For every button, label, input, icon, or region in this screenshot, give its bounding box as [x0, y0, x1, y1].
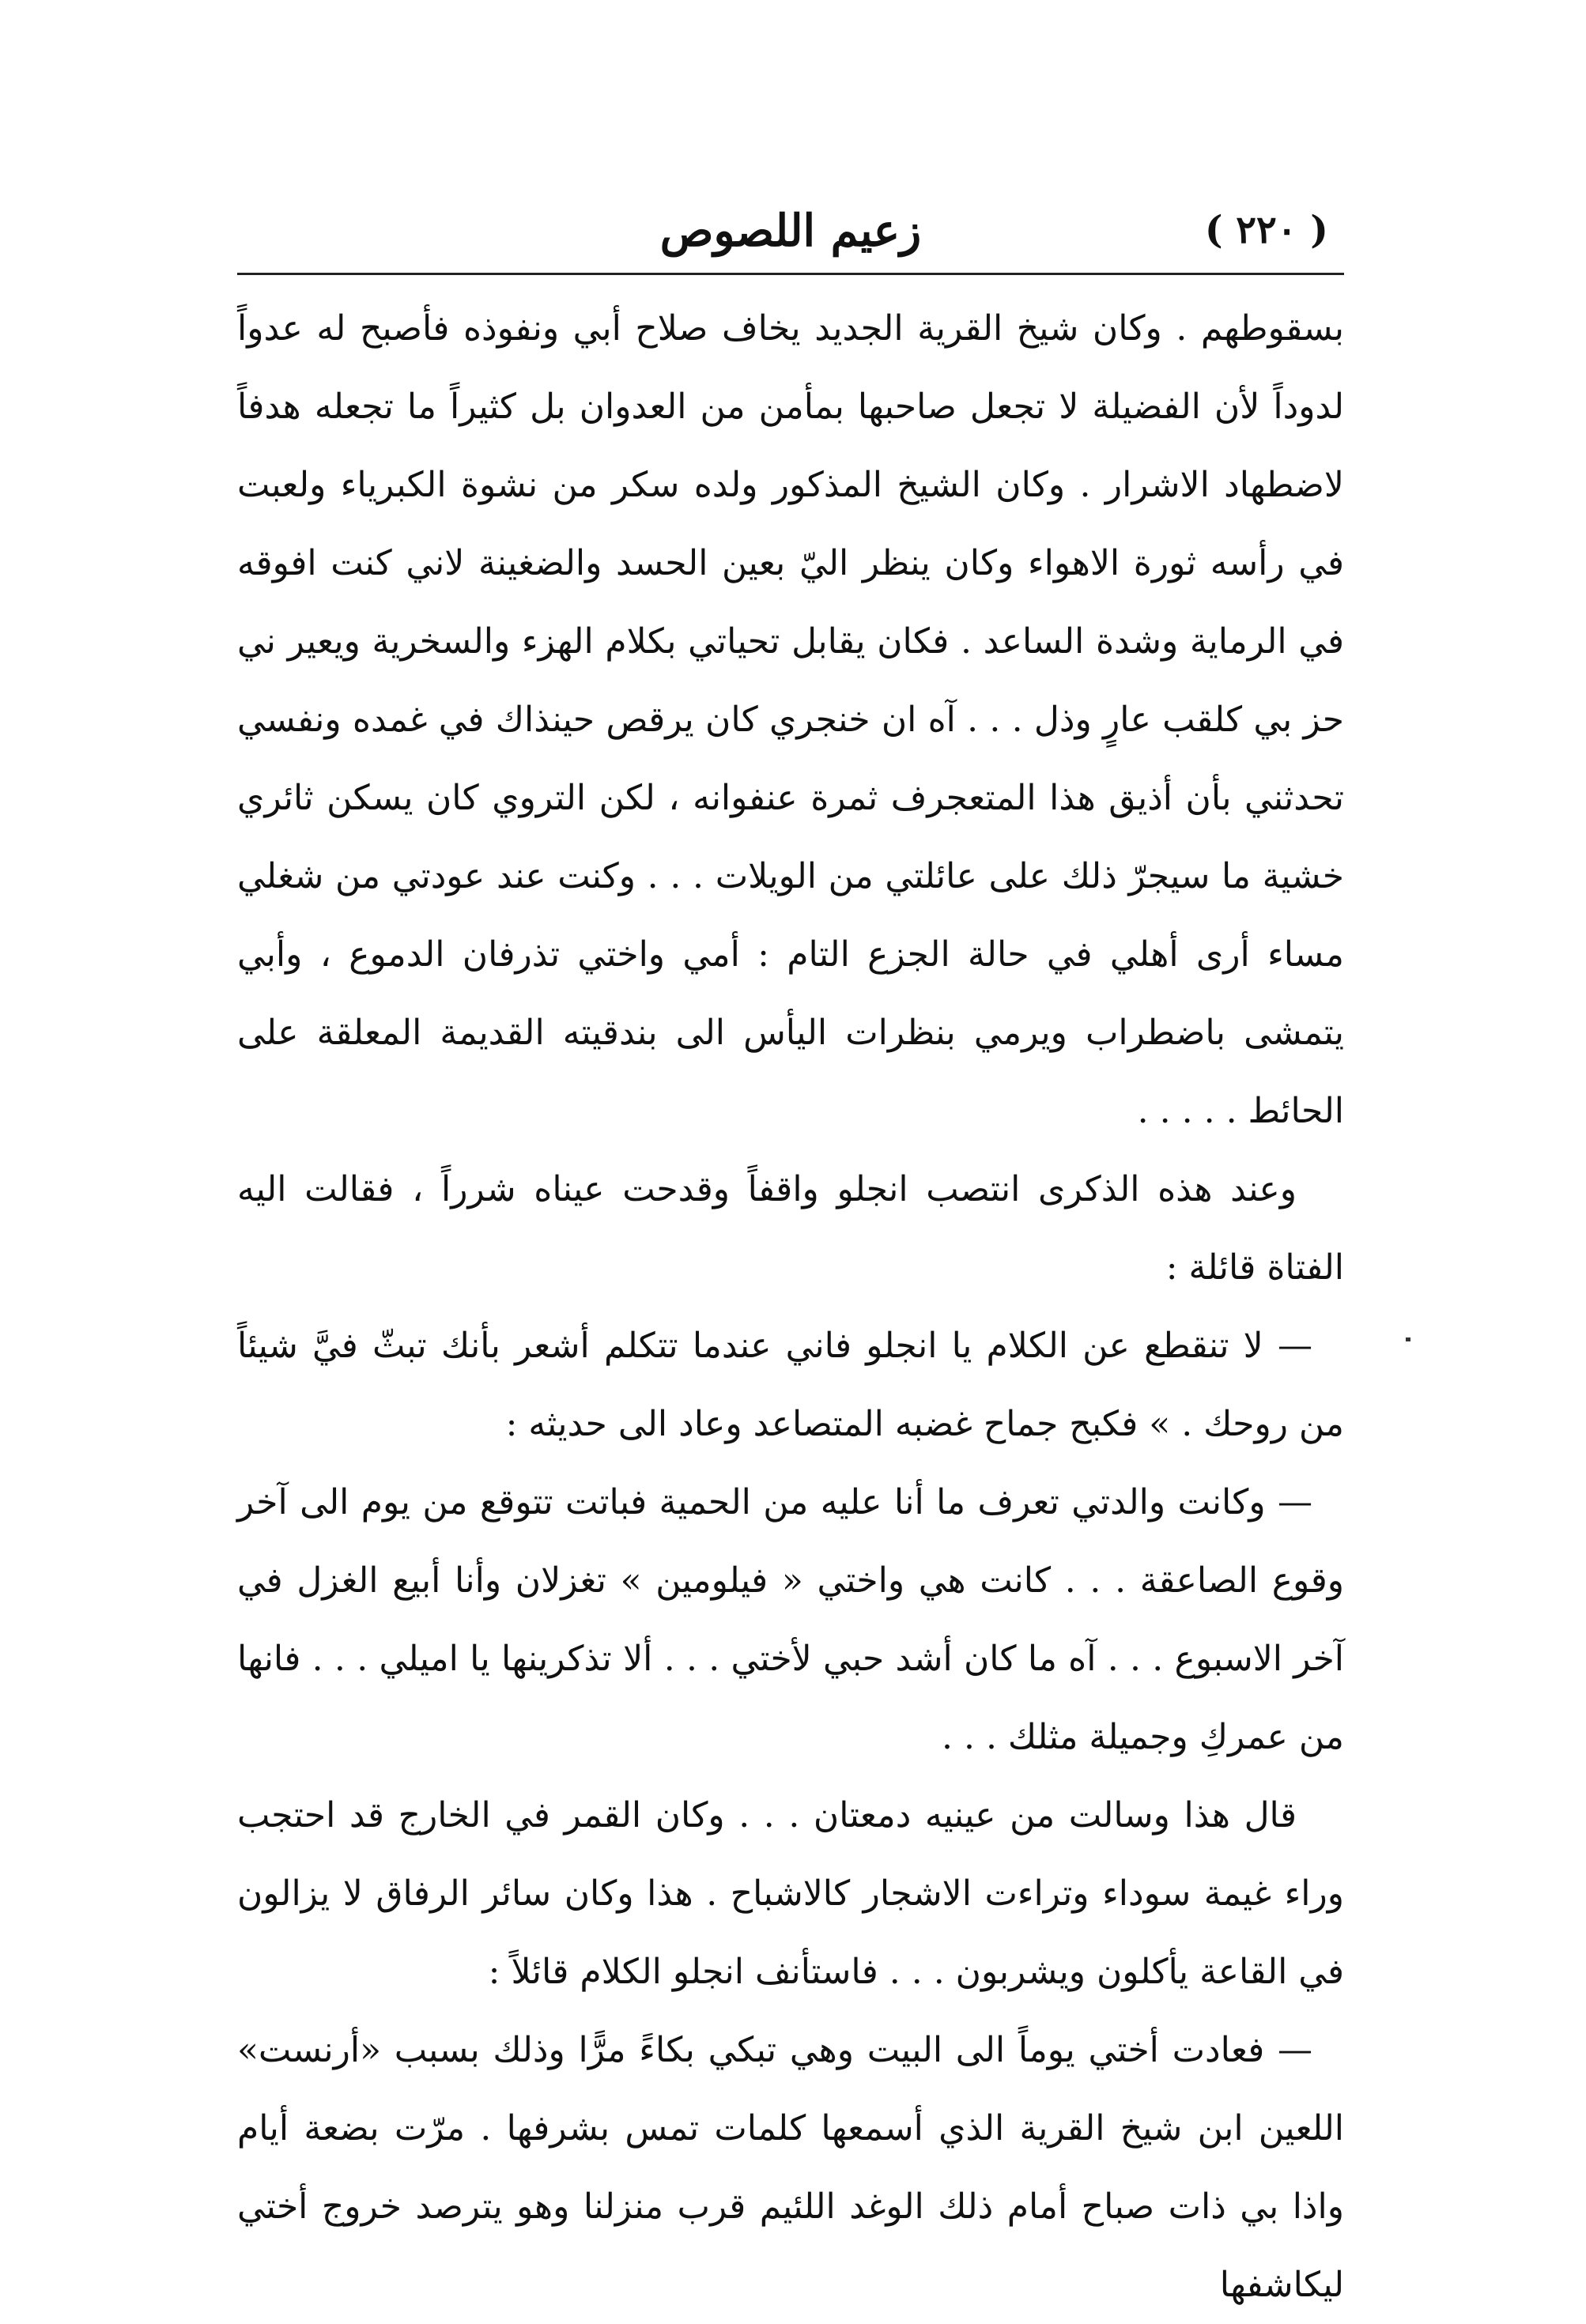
paragraph-dialogue-angelo: — وكانت والدتي تعرف ما أنا عليه من الحمية فباتت تتوقع من يوم الى آخر وقوع الصاعقة . . . كانت هي واختي « فيلومين » تغزلان وأنا أبيع الغزل في آخر الاسبوع . . . آه ما كان أشد حبي لأختي . . . ألا تذكرينها يا اميلي . . . فانها من عمركِ وجميلة مثلك . . . — [237, 1482, 1344, 1757]
paragraph-dialogue-sister: — فعادت أختي يوماً الى البيت وهي تبكي بكاءً مرًّا وذلك بسبب «أرنست» اللعين ابن شيخ القرية الذي أسمعها كلمات تمس بشرفها . مرّت بضعة أيام واذا بي ذات صباح أمام ذلك الوغد اللئيم قرب منزلنا وهو يترصد خروج أختي ليكاشفها — [237, 2030, 1344, 2305]
paragraph-narration: وعند هذه الذكرى انتصب انجلو واقفاً وقدحت عيناه شرراً ، فقالت اليه الفتاة قائلة : — [237, 1169, 1344, 1288]
body-text — [237, 289, 1344, 2324]
page-number: ( ٢٢٠ ) — [1204, 208, 1328, 252]
paragraph-dialogue-emily: — لا تنقطع عن الكلام يا انجلو فاني عندما تتكلم أشعر بأنك تبثّ فيَّ شيئاً من روحك . » فكبح جماح غضبه المتصاعد وعاد الى حديثه : — [237, 1326, 1344, 1444]
paragraph-narration-moon: قال هذا وسالت من عينيه دمعتان . . . وكان القمر في الخارج قد احتجب وراء غيمة سوداء وتراءت الاشجار كالاشباح . هذا وكان سائر الرفاق لا يزالون في القاعة يأكلون ويشربون . . . فاستأنف انجلو الكلام قائلاً : — [237, 1795, 1344, 1992]
paragraph-continuation: بسقوطهم . وكان شيخ القرية الجديد يخاف صلاح أبي ونفوذه فأصبح له عدواً لدوداً لأن الفضيلة لا تجعل صاحبها بمأمن من العدوان بل كثيراً ما تجعله هدفاً لاضطهاد الاشرار . وكان الشيخ المذكور ولده سكر من نشوة الكبرياء ولعبت في رأسه ثورة الاهواء وكان ينظر اليّ بعين الحسد والضغينة لاني كنت افوقه في الرماية وشدة الساعد . فكان يقابل تحياتي بكلام الهزء والسخرية ويعير ني حز بي كلقب عارٍ وذل . . . آه ان خنجري كان يرقص حينذاك في غمده ونفسي تحدثني بأن أذيق هذا المتعجرف ثمرة عنفوانه ، لكن التروي كان يسكن ثائري خشية ما سيجرّ ذلك على عائلتي من الويلات . . . وكنت عند عودتي من شغلي مساء أرى أهلي في حالة الجزع التام : أمي واختي تذرفان الدموع ، وأبي يتمشى باضطراب ويرمي بنظرات اليأس الى بندقيته القديمة المعلقة على الحائط . . . . . — [237, 308, 1344, 1131]
book-title: زعيم اللصوص — [659, 205, 922, 257]
book-page — [237, 202, 1344, 2305]
scan-speck — [1406, 1337, 1410, 1341]
running-head — [237, 202, 1344, 275]
